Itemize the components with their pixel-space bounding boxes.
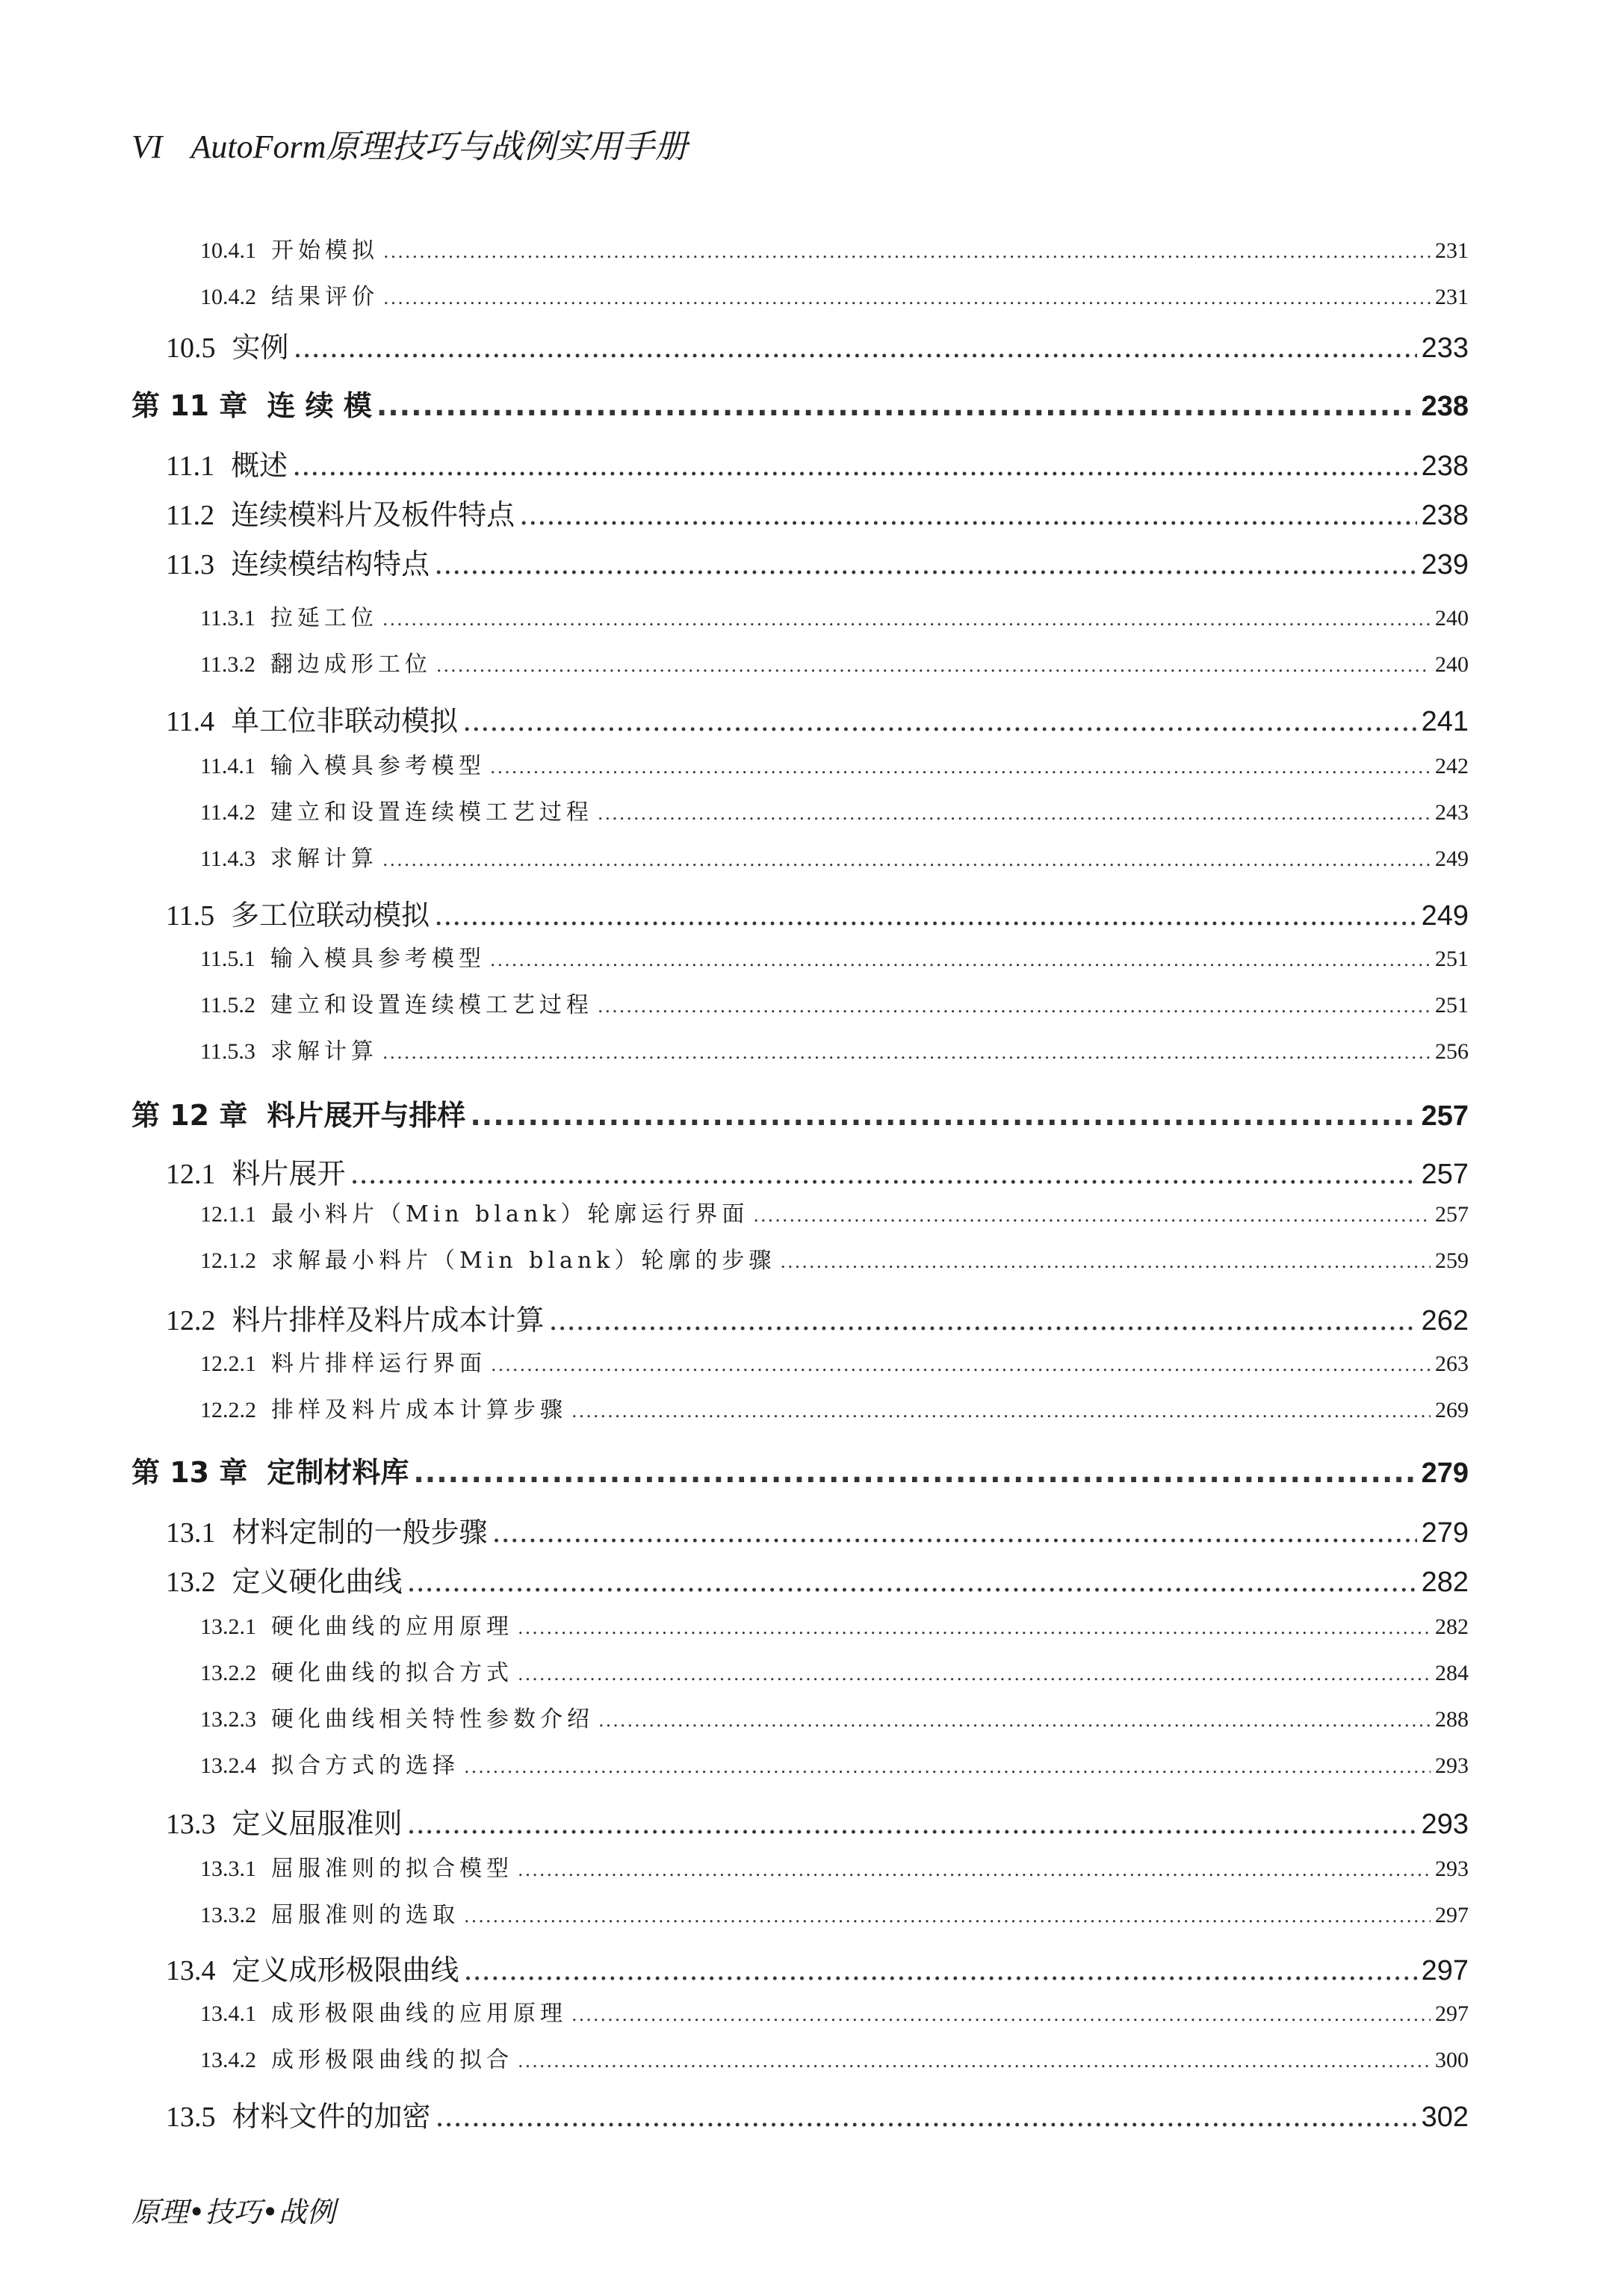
dot-leader [598,1710,1431,1731]
entry-page-number: 238 [1421,450,1469,482]
entry-number: 11.3.1 [200,606,255,631]
entry-title: 拟合方式的选择 [271,1753,459,1779]
entry-number: 13.2.4 [200,1753,256,1778]
toc-section-entry[interactable] [131,1150,1469,1192]
entry-title: 屈服准则的选取 [271,1902,459,1928]
entry-title: 定制材料库 [267,1456,409,1489]
entry-page-number: 242 [1435,754,1469,778]
entry-title: 定义屈服准则 [232,1807,403,1840]
entry-page-number: 262 [1421,1305,1469,1337]
toc-subsection-entry[interactable] [131,840,1469,873]
running-footer: 原理•技巧•战例 [131,2196,335,2229]
toc-subsection-entry[interactable] [131,278,1469,311]
dot-leader [598,803,1431,824]
entry-title: 屈服准则的拟合模型 [271,1856,513,1882]
toc-section-entry[interactable] [131,1800,1469,1842]
dot-leader [490,757,1431,778]
entry-number: 13.1 [166,1517,216,1549]
dot-leader [490,950,1431,970]
dot-leader [470,1099,1416,1132]
dot-leader [464,1906,1431,1927]
page-number-roman: VI [131,128,163,165]
entry-number: 11.5.3 [200,1039,255,1064]
dot-leader [383,288,1431,309]
entry-title: 建立和设置连续模工艺过程 [270,992,593,1018]
entry-title: 料片排样及料片成本计算 [232,1304,545,1337]
entry-page-number: 284 [1435,1661,1469,1685]
entry-number: 12.1.2 [200,1248,256,1273]
dot-leader [294,331,1417,364]
dot-leader [492,1516,1417,1549]
dot-leader [518,1859,1431,1880]
dot-leader [753,1205,1431,1226]
toc-subsection-entry[interactable] [131,1242,1469,1275]
entry-page-number: 239 [1421,549,1469,580]
entry-number: 13.2.3 [200,1707,256,1732]
entry-number: 11.5.2 [200,993,255,1018]
entry-page-number: 293 [1435,1753,1469,1778]
toc-subsection-entry[interactable] [131,793,1469,826]
toc-subsection-entry[interactable] [131,1032,1469,1065]
toc-section-entry[interactable] [131,324,1469,365]
entry-page-number: 302 [1421,2102,1469,2133]
entry-title: 成形极限曲线的应用原理 [271,2001,567,2027]
entry-title: 料片展开与排样 [267,1099,466,1132]
dot-leader [549,1304,1417,1337]
entry-page-number: 297 [1421,1955,1469,1986]
entry-page-number: 241 [1421,706,1469,737]
dot-leader [434,899,1416,932]
toc-subsection-entry[interactable] [131,1995,1469,2028]
toc-chapter-entry[interactable] [131,1449,1469,1490]
entry-title: 最小料片（Min blank）轮廓运行界面 [271,1201,749,1227]
entry-title: 连续模料片及板件特点 [231,498,515,531]
entry-number: 13.5 [166,2102,216,2133]
toc-subsection-entry[interactable] [131,747,1469,780]
toc-subsection-entry[interactable] [131,1747,1469,1780]
entry-number: 11.4 [166,706,215,737]
toc-subsection-entry[interactable] [131,1850,1469,1883]
dot-leader [518,2051,1431,2072]
entry-page-number: 279 [1421,1458,1469,1489]
entry-number: 13.2.1 [200,1614,256,1639]
entry-number: 12.1 [166,1159,216,1190]
entry-page-number: 279 [1421,1517,1469,1549]
entry-number: 12.1.1 [200,1202,256,1227]
dot-leader [382,609,1431,630]
toc-section-entry[interactable] [131,1947,1469,1988]
toc-section-entry[interactable] [131,541,1469,582]
entry-number: 10.4.1 [200,238,256,263]
toc-subsection-entry[interactable] [131,1608,1469,1641]
entry-number: 13.2 [166,1567,216,1598]
entry-title: 输入模具参考模型 [270,753,486,779]
entry-page-number: 297 [1435,1903,1469,1927]
entry-page-number: 238 [1421,500,1469,531]
dot-leader [407,1565,1417,1598]
entry-page-number: 263 [1435,1351,1469,1376]
dot-leader [383,241,1431,262]
entry-title: 料片展开 [232,1157,346,1190]
entry-title: 连续模结构特点 [231,548,430,580]
entry-number: 11.5.1 [200,947,255,971]
toc-section-entry[interactable] [131,492,1469,533]
entry-page-number: 251 [1435,947,1469,971]
toc-subsection-entry[interactable] [131,645,1469,678]
entry-number: 第 13 章 [131,1456,248,1489]
dot-leader [292,449,1416,482]
entry-number: 11.3 [166,549,215,580]
entry-title: 硬化曲线的拟合方式 [271,1660,513,1686]
entry-number: 12.2.2 [200,1398,256,1422]
entry-title: 建立和设置连续模工艺过程 [270,799,593,826]
dot-leader [571,2004,1431,2025]
entry-page-number: 256 [1435,1039,1469,1064]
entry-title: 成形极限曲线的拟合 [271,2047,513,2073]
entry-page-number: 251 [1435,993,1469,1018]
entry-page-number: 300 [1435,2048,1469,2072]
entry-page-number: 269 [1435,1398,1469,1422]
dot-leader [464,1954,1417,1986]
entry-title: 定义成形极限曲线 [232,1954,459,1986]
entry-number: 第 11 章 [131,389,248,422]
dot-leader [382,849,1431,870]
entry-page-number: 282 [1435,1614,1469,1639]
entry-page-number: 293 [1435,1856,1469,1881]
toc-subsection-entry[interactable] [131,940,1469,973]
entry-number: 11.3.2 [200,652,255,677]
entry-number: 13.4 [166,1955,216,1986]
dot-leader [462,704,1416,737]
entry-title: 材料定制的一般步骤 [232,1516,488,1549]
entry-page-number: 249 [1435,846,1469,871]
entry-page-number: 249 [1421,900,1469,932]
entry-title: 概述 [231,449,288,482]
toc-subsection-entry[interactable] [131,1700,1469,1733]
dot-leader [571,1401,1431,1422]
entry-page-number: 233 [1421,332,1469,364]
toc-subsection-entry[interactable] [131,1345,1469,1378]
entry-number: 第 12 章 [131,1099,248,1132]
entry-page-number: 259 [1435,1248,1469,1273]
dot-leader [434,548,1416,580]
entry-number: 11.5 [166,900,215,932]
entry-title: 输入模具参考模型 [270,946,486,972]
entry-title: 多工位联动模拟 [231,899,430,932]
entry-number: 13.2.2 [200,1661,256,1685]
entry-number: 13.4.1 [200,2001,256,2026]
dot-leader [350,1157,1417,1190]
toc-subsection-entry[interactable] [131,232,1469,264]
entry-title: 拉延工位 [270,605,378,631]
entry-title: 连 续 模 [267,389,372,422]
entry-title: 开始模拟 [271,238,379,264]
entry-page-number: 231 [1435,285,1469,309]
toc-section-entry[interactable] [131,1509,1469,1550]
dot-leader [519,498,1416,531]
entry-number: 11.4.2 [200,800,255,825]
toc-subsection-entry[interactable] [131,599,1469,632]
entry-page-number: 297 [1435,2001,1469,2026]
toc-subsection-entry[interactable] [131,986,1469,1019]
entry-title: 实例 [232,331,289,364]
entry-title: 结果评价 [271,284,379,310]
entry-title: 求解计算 [270,1038,378,1065]
dot-leader [407,1807,1417,1840]
dot-leader [382,1042,1431,1063]
dot-leader [780,1251,1431,1272]
entry-number: 13.3 [166,1809,216,1840]
dot-leader [376,389,1417,422]
entry-page-number: 282 [1421,1567,1469,1598]
entry-number: 10.4.2 [200,285,256,309]
entry-title: 定义硬化曲线 [232,1565,403,1598]
entry-page-number: 240 [1435,652,1469,677]
entry-number: 13.3.1 [200,1856,256,1881]
entry-page-number: 231 [1435,238,1469,263]
toc-section-entry[interactable] [131,2093,1469,2134]
entry-title: 排样及料片成本计算步骤 [271,1397,567,1423]
entry-page-number: 240 [1435,606,1469,631]
entry-title: 单工位非联动模拟 [231,704,459,737]
entry-page-number: 288 [1435,1707,1469,1732]
entry-number: 11.4.1 [200,754,255,778]
entry-title: 求解最小料片（Min blank）轮廓的步骤 [271,1248,776,1274]
entry-page-number: 257 [1435,1202,1469,1227]
toc-subsection-entry[interactable] [131,1391,1469,1424]
entry-title: 硬化曲线的应用原理 [271,1614,513,1640]
entry-page-number: 293 [1421,1809,1469,1840]
toc-subsection-entry[interactable] [131,1896,1469,1929]
entry-number: 11.1 [166,450,215,482]
entry-number: 13.4.2 [200,2048,256,2072]
dot-leader [518,1664,1431,1685]
toc-chapter-entry[interactable] [131,1092,1469,1133]
running-header [131,120,687,167]
entry-number: 11.4.3 [200,846,255,871]
entry-number: 13.3.2 [200,1903,256,1927]
entry-page-number: 238 [1421,391,1469,422]
entry-title: 材料文件的加密 [232,2100,431,2133]
toc-section-entry[interactable] [131,1558,1469,1599]
toc-chapter-entry[interactable] [131,382,1469,424]
toc-section-entry[interactable] [131,1297,1469,1338]
entry-number: 10.5 [166,332,216,364]
dot-leader [491,1354,1431,1375]
entry-page-number: 257 [1421,1100,1469,1132]
dot-leader [464,1756,1431,1777]
dot-leader [436,655,1431,676]
entry-page-number: 257 [1421,1159,1469,1190]
entry-number: 11.2 [166,500,215,531]
toc-section-entry[interactable] [131,442,1469,483]
dot-leader [518,1617,1431,1638]
toc-subsection-entry[interactable] [131,1654,1469,1687]
book-title: AutoForm原理技巧与战例实用手册 [190,128,688,165]
dot-leader [436,2100,1417,2133]
dot-leader [598,996,1431,1017]
toc-subsection-entry[interactable] [131,2041,1469,2074]
dot-leader [413,1456,1416,1489]
entry-number: 12.2.1 [200,1351,256,1376]
entry-title: 硬化曲线相关特性参数介绍 [271,1706,594,1732]
toc-section-entry[interactable] [131,698,1469,739]
toc-section-entry[interactable] [131,892,1469,933]
entry-title: 料片排样运行界面 [271,1351,486,1377]
entry-title: 求解计算 [270,846,378,872]
entry-title: 翻边成形工位 [270,651,432,678]
entry-number: 12.2 [166,1305,216,1337]
toc-subsection-entry[interactable] [131,1195,1469,1228]
entry-page-number: 243 [1435,800,1469,825]
